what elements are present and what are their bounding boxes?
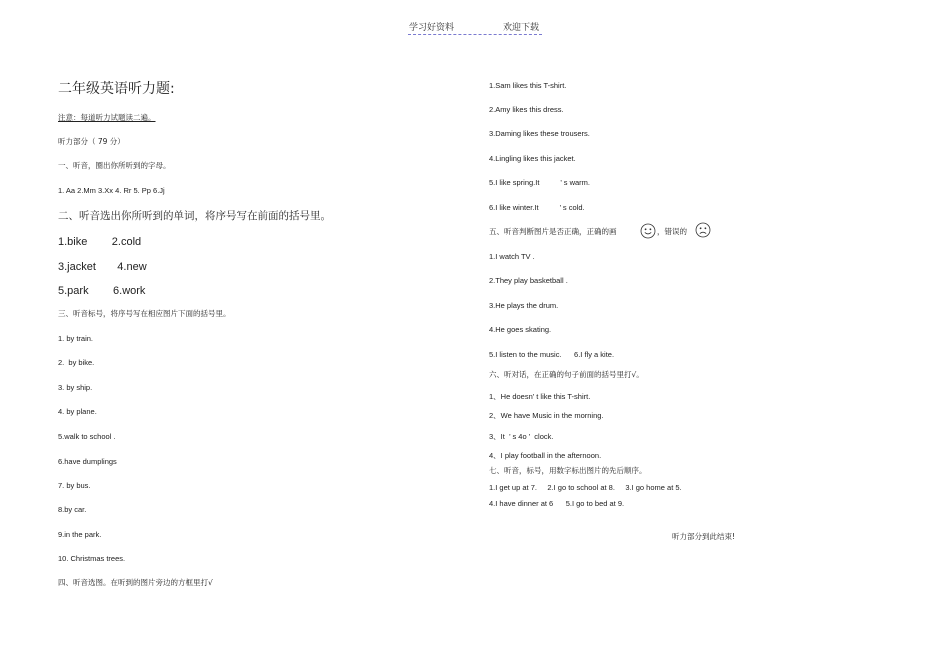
part-heading: 听力部分（ 79 分） [58, 137, 125, 146]
section-7-heading: 七、听音，标号，用数字标出图片的先后顺序。 [489, 466, 647, 475]
list-item: 9.in the park. [58, 530, 102, 539]
section-4-heading: 四、听音选图。在听到的图片旁边的方框里打√ [58, 578, 213, 587]
list-item: 8.by car. [58, 505, 87, 514]
list-item: 1.I get up at 7. 2.I go to school at 8. 3.I go home at 5. [489, 483, 682, 492]
section-6-heading: 六、听对话，在正确的句子前面的括号里打√。 [489, 370, 644, 379]
list-item: 5.I listen to the music. 6.I fly a kite. [489, 350, 615, 359]
list-item: 4.I have dinner at 6 5.I go to bed at 9. [489, 499, 625, 508]
section-2-row: 3.jacket 4.new [58, 261, 147, 273]
list-item: 1.I watch TV . [489, 252, 535, 261]
list-item: 5.I like spring.It ’ s warm. [489, 178, 590, 187]
section-5-heading: 五、听音判断图片是否正确，正确的画 [489, 227, 617, 236]
list-item: 6.I like winter.It ’ s cold. [489, 203, 585, 212]
section-1-heading: 一、听音，圈出你所听到的字母。 [58, 161, 171, 170]
list-item: 2.Amy likes this dress. [489, 105, 564, 114]
list-item: 2. by bike. [58, 358, 95, 367]
page-header [408, 20, 542, 35]
section-2-row: 5.park 6.work [58, 285, 146, 297]
list-item: 4.He goes skating. [489, 325, 552, 334]
list-item: 1.Sam likes this T-shirt. [489, 81, 567, 90]
list-item: 3.Daming likes these trousers. [489, 129, 590, 138]
list-item: 6.have dumplings [58, 457, 117, 466]
header-right: 欢迎下载 [503, 23, 540, 33]
list-item: 3、It ’ s 4o ’ clock. [489, 432, 554, 441]
list-item: 2.They play basketball . [489, 276, 568, 285]
section-2-heading: 二、听音选出你所听到的单词，将序号写在前面的括号里。 [58, 210, 331, 222]
section-3-heading: 三、听音标号，将序号写在相应图片下面的括号里。 [58, 309, 231, 318]
list-item: 2、We have Music in the morning. [489, 411, 604, 420]
list-item: 4、I play football in the afternoon. [489, 451, 602, 460]
header-left: 学习好资料 [409, 23, 455, 33]
list-item: 1、He doesn’ t like this T-shirt. [489, 392, 591, 401]
end-note: 听力部分到此结束! [672, 532, 736, 541]
list-item: 3.He plays the drum. [489, 301, 559, 310]
list-item: 4.Lingling likes this jacket. [489, 154, 576, 163]
smiley-face-icon [640, 223, 656, 239]
section-2-row: 1.bike 2.cold [58, 236, 142, 248]
section-1-items: 1. Aa 2.Mm 3.Xx 4. Rr 5. Pp 6.Jj [58, 186, 165, 195]
section-5-heading-wrong: ，错误的 [657, 227, 687, 236]
note: 注意：每道听力试题读二遍。 [58, 113, 156, 122]
page-title: 二年级英语听力题: [58, 81, 175, 97]
list-item: 7. by bus. [58, 481, 91, 490]
sad-face-icon [695, 222, 711, 238]
list-item: 1. by train. [58, 334, 94, 343]
list-item: 10. Christmas trees. [58, 554, 126, 563]
list-item: 5.walk to school . [58, 432, 116, 441]
list-item: 4. by plane. [58, 407, 97, 416]
list-item: 3. by ship. [58, 383, 93, 392]
